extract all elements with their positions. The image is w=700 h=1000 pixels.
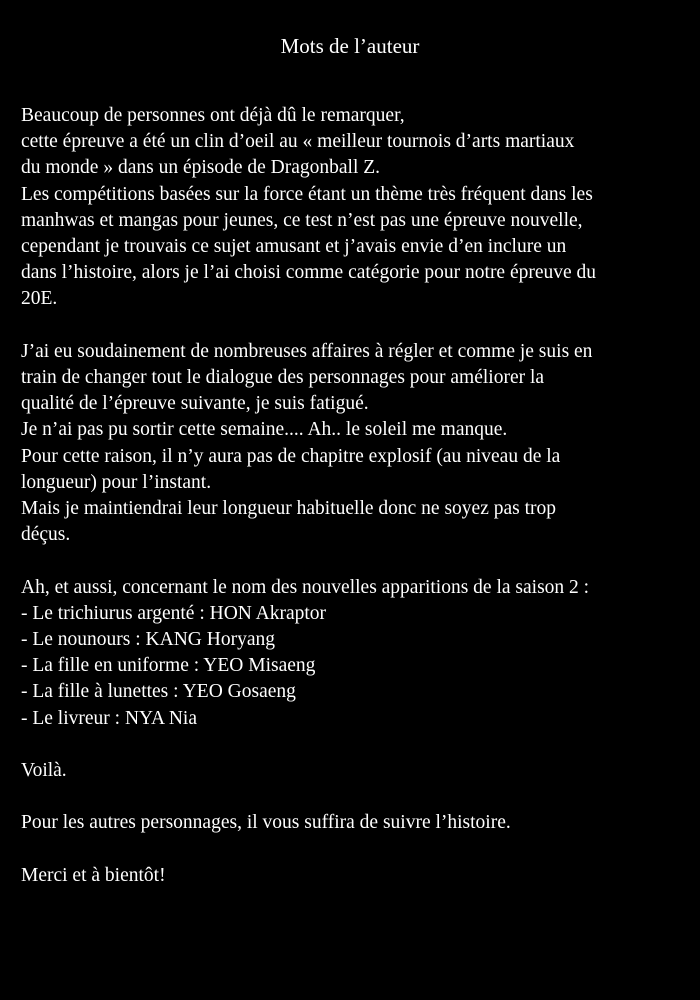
text-line: du monde » dans un épisode de Dragonball Z.: [21, 157, 381, 179]
paragraph-6: [21, 863, 686, 889]
text-line: Ah, et aussi, concernant le nom des nouvelles apparitions de la saison 2 :: [21, 576, 590, 598]
text-line: dans l’histoire, alors je l’ai choisi comme catégorie pour notre épreuve du: [21, 262, 597, 284]
list-item: - La fille en uniforme : YEO Misaeng: [21, 655, 316, 677]
text-line: Voilà.: [21, 760, 67, 782]
paragraph-1: [21, 103, 686, 313]
list-item: - La fille à lunettes : YEO Gosaeng: [21, 681, 296, 703]
text-line: qualité de l’épreuve suivante, je suis fatigué.: [21, 393, 369, 415]
text-line: train de changer tout le dialogue des personnages pour améliorer la: [21, 367, 545, 389]
text-line: Merci et à bientôt!: [21, 864, 166, 886]
text-line: Mais je maintiendrai leur longueur habituelle donc ne soyez pas trop: [21, 498, 557, 520]
author-note-body: [21, 103, 686, 915]
text-line: cependant je trouvais ce sujet amusant et j’avais envie d’en inclure un: [21, 236, 567, 258]
text-line: Je n’ai pas pu sortir cette semaine.... Ah.. le soleil me manque.: [21, 419, 508, 441]
text-line: Pour cette raison, il n’y aura pas de chapitre explosif (au niveau de la: [21, 445, 561, 467]
text-line: déçus.: [21, 524, 71, 546]
paragraph-3: [21, 575, 686, 732]
text-line: manhwas et mangas pour jeunes, ce test n’est pas une épreuve nouvelle,: [21, 209, 583, 231]
text-line: J’ai eu soudainement de nombreuses affaires à régler et comme je suis en: [21, 340, 593, 362]
paragraph-5: [21, 810, 686, 836]
list-item: - Le trichiurus argenté : HON Akraptor: [21, 602, 327, 624]
text-line: Les compétitions basées sur la force étant un thème très fréquent dans les: [21, 183, 593, 205]
text-line: longueur) pour l’instant.: [21, 471, 212, 493]
text-line: Beaucoup de personnes ont déjà dû le remarquer,: [21, 105, 405, 126]
paragraph-4: [21, 758, 686, 784]
page-title: Mots de l’auteur: [280, 34, 420, 58]
text-line: Pour les autres personnages, il vous suffira de suivre l’histoire.: [21, 812, 511, 834]
list-item: - Le livreur : NYA Nia: [21, 707, 197, 729]
text-line: cette épreuve a été un clin d’oeil au « meilleur tournois d’arts martiaux: [21, 131, 575, 153]
paragraph-2: [21, 339, 686, 549]
text-line: 20E.: [21, 288, 58, 310]
list-item: - Le nounours : KANG Horyang: [21, 629, 275, 651]
